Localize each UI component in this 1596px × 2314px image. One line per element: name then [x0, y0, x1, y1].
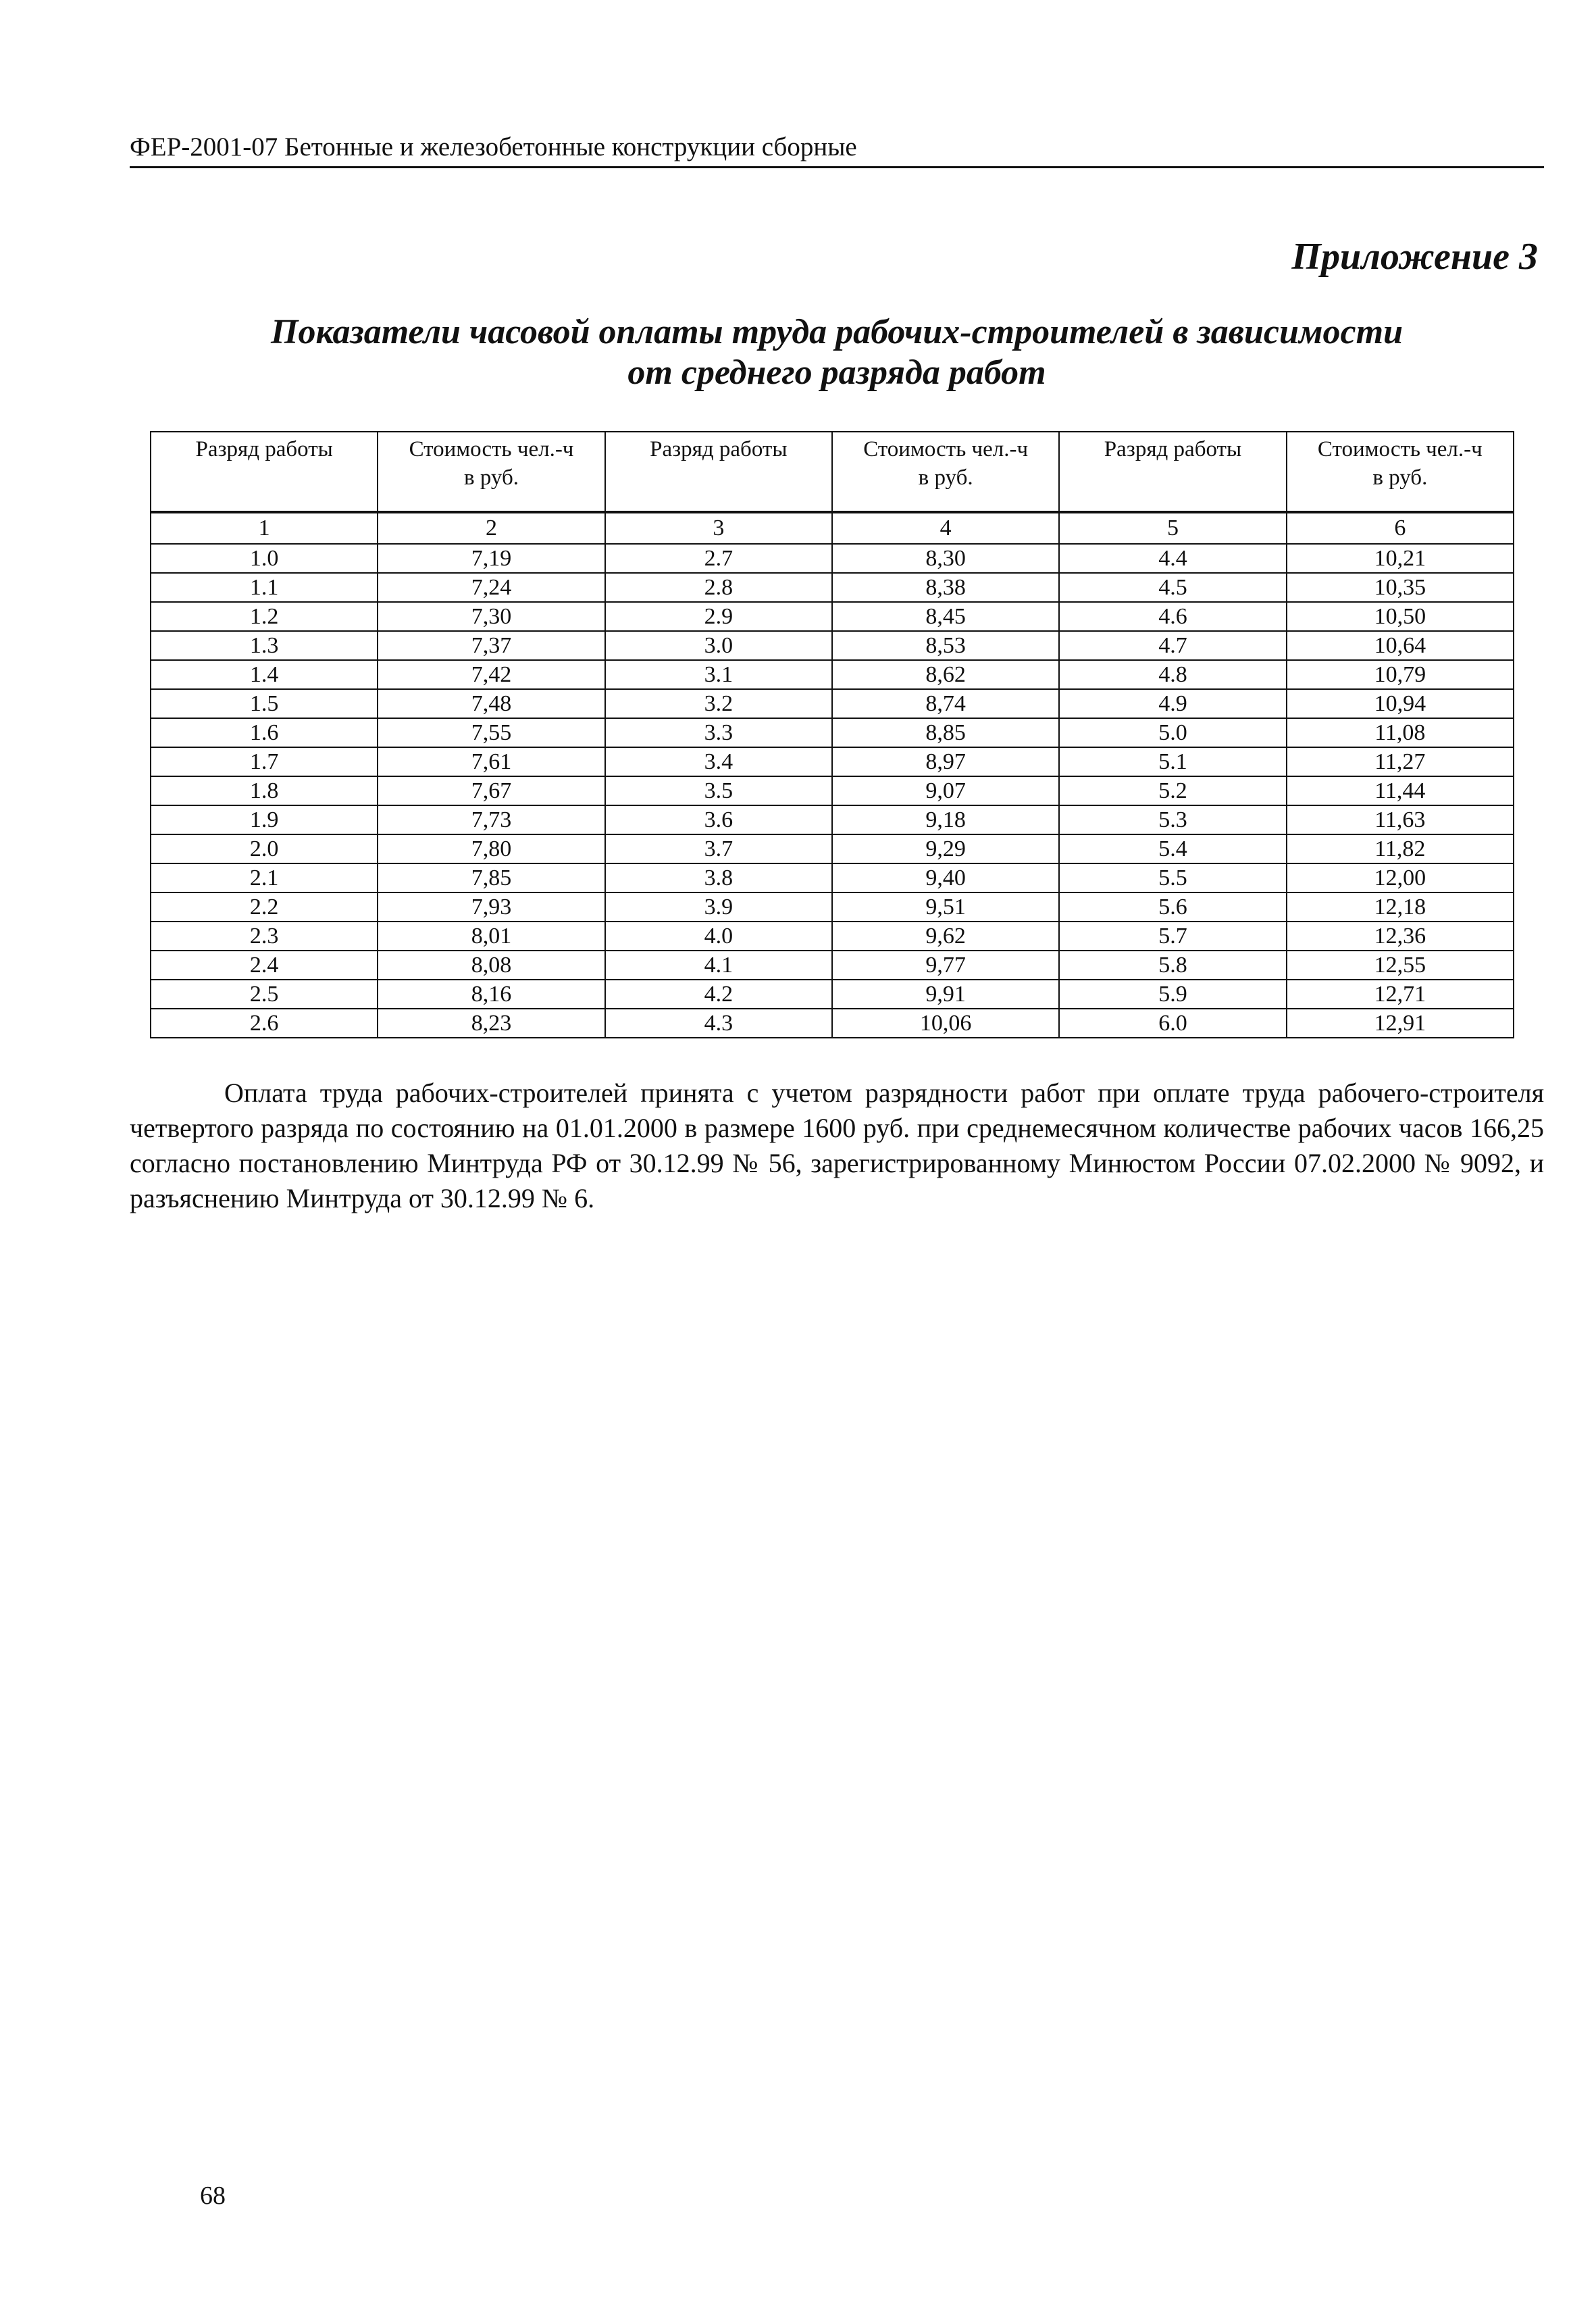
table-row	[151, 660, 1514, 689]
table-cell: 8,74	[832, 689, 1059, 718]
table-row	[151, 951, 1514, 980]
table-cell: 4.6	[1059, 602, 1286, 631]
table-cell: 7,80	[378, 834, 604, 863]
table-cell: 1.2	[151, 602, 378, 631]
title-line-2: от среднего разряда работ	[627, 353, 1046, 392]
note-text: Оплата труда рабочих-строителей принята с учетом разрядности работ при оплате труда рабочего-строителя четвертого разряда по состоянию на 01.01.2000 в размере 1600 руб. при среднемесячном количестве рабочих часов 166,25 согласно постановлению Минтруда РФ от 30.12.99 № 56, зарегистрированному Минюстом России 07.02.2000 № 9092, и разъяснению Минтруда от 30.12.99 № 6.	[130, 1078, 1544, 1213]
table-row	[151, 544, 1514, 573]
table-cell: 12,18	[1287, 892, 1514, 922]
table-cell: 1.5	[151, 689, 378, 718]
table-cell: 4.0	[605, 922, 832, 951]
table-cell: 9,91	[832, 980, 1059, 1009]
table-cell: 5.7	[1059, 922, 1286, 951]
table-cell: 1.9	[151, 805, 378, 834]
table-cell: 9,29	[832, 834, 1059, 863]
table-cell: 5.3	[1059, 805, 1286, 834]
table-body	[151, 512, 1514, 1038]
column-header-line: Стоимость чел.-ч	[863, 437, 1029, 461]
table-cell: 2.8	[605, 573, 832, 602]
table-cell: 3.8	[605, 863, 832, 892]
header-divider	[130, 166, 1544, 168]
table-row	[151, 1009, 1514, 1038]
table-row	[151, 689, 1514, 718]
column-number-cell: 4	[832, 512, 1059, 544]
table-cell: 11,63	[1287, 805, 1514, 834]
running-header: ФЕР-2001-07 Бетонные и железобетонные конструкции сборные	[130, 132, 857, 161]
title-line-1: Показатели часовой оплаты труда рабочих-строителей в зависимости	[271, 313, 1403, 351]
table-cell: 10,64	[1287, 631, 1514, 660]
column-header-line: в руб.	[1372, 466, 1428, 490]
table-cell: 3.7	[605, 834, 832, 863]
table-cell: 1.1	[151, 573, 378, 602]
table-cell: 5.0	[1059, 718, 1286, 747]
table-cell: 11,82	[1287, 834, 1514, 863]
table-cell: 7,48	[378, 689, 604, 718]
column-number-cell: 5	[1059, 512, 1286, 544]
column-header	[1287, 432, 1514, 512]
table-cell: 5.6	[1059, 892, 1286, 922]
table-cell: 3.4	[605, 747, 832, 776]
column-header	[605, 432, 832, 512]
table-row	[151, 980, 1514, 1009]
table-cell: 2.6	[151, 1009, 378, 1038]
table-cell: 8,38	[832, 573, 1059, 602]
table-cell: 8,16	[378, 980, 604, 1009]
table-cell: 8,08	[378, 951, 604, 980]
table-cell: 5.2	[1059, 776, 1286, 805]
table-cell: 2.9	[605, 602, 832, 631]
column-header-line: Стоимость чел.-ч	[409, 437, 574, 461]
table-cell: 8,53	[832, 631, 1059, 660]
table-cell: 8,01	[378, 922, 604, 951]
column-header	[151, 432, 378, 512]
table-cell: 12,55	[1287, 951, 1514, 980]
column-number-cell: 2	[378, 512, 604, 544]
table-cell: 4.7	[1059, 631, 1286, 660]
table-row	[151, 922, 1514, 951]
table-cell: 3.5	[605, 776, 832, 805]
table-cell: 5.4	[1059, 834, 1286, 863]
table-cell: 2.5	[151, 980, 378, 1009]
table-cell: 9,62	[832, 922, 1059, 951]
table-row	[151, 747, 1514, 776]
table-cell: 1.8	[151, 776, 378, 805]
table-cell: 8,97	[832, 747, 1059, 776]
table-row	[151, 863, 1514, 892]
table-cell: 7,37	[378, 631, 604, 660]
table-cell: 3.2	[605, 689, 832, 718]
table-cell: 1.4	[151, 660, 378, 689]
column-header	[1059, 432, 1286, 512]
column-header-line: в руб.	[918, 466, 973, 490]
column-number-cell: 3	[605, 512, 832, 544]
table-cell: 4.5	[1059, 573, 1286, 602]
page-number: 68	[200, 2182, 226, 2210]
table-cell: 1.0	[151, 544, 378, 573]
table-cell: 10,35	[1287, 573, 1514, 602]
table-cell: 8,85	[832, 718, 1059, 747]
table-cell: 9,77	[832, 951, 1059, 980]
table-cell: 10,94	[1287, 689, 1514, 718]
table-cell: 3.6	[605, 805, 832, 834]
table-cell: 3.1	[605, 660, 832, 689]
note-paragraph	[130, 1076, 1544, 1216]
table-cell: 8,30	[832, 544, 1059, 573]
table-cell: 2.3	[151, 922, 378, 951]
table-cell: 10,50	[1287, 602, 1514, 631]
table-cell: 7,73	[378, 805, 604, 834]
table-cell: 5.8	[1059, 951, 1286, 980]
column-number-row	[151, 512, 1514, 544]
table-cell: 2.1	[151, 863, 378, 892]
table-cell: 7,42	[378, 660, 604, 689]
table-cell: 1.6	[151, 718, 378, 747]
column-header	[832, 432, 1059, 512]
table-cell: 9,07	[832, 776, 1059, 805]
column-header-line: в руб.	[463, 466, 519, 490]
table-cell: 4.9	[1059, 689, 1286, 718]
wage-table-container	[150, 431, 1514, 1038]
table-cell: 10,79	[1287, 660, 1514, 689]
table-cell: 5.9	[1059, 980, 1286, 1009]
table-header-row	[151, 432, 1514, 512]
table-cell: 2.7	[605, 544, 832, 573]
table-cell: 12,36	[1287, 922, 1514, 951]
table-cell: 7,93	[378, 892, 604, 922]
table-row	[151, 776, 1514, 805]
table-cell: 7,55	[378, 718, 604, 747]
table-cell: 9,40	[832, 863, 1059, 892]
table-cell: 3.3	[605, 718, 832, 747]
table-row	[151, 834, 1514, 863]
table-row	[151, 892, 1514, 922]
table-cell: 7,67	[378, 776, 604, 805]
table-cell: 8,23	[378, 1009, 604, 1038]
table-cell: 7,19	[378, 544, 604, 573]
table-cell: 12,71	[1287, 980, 1514, 1009]
table-row	[151, 805, 1514, 834]
table-cell: 7,24	[378, 573, 604, 602]
column-number-cell: 1	[151, 512, 378, 544]
column-header-line: Разряд работы	[1104, 437, 1242, 461]
wage-table	[150, 431, 1514, 1038]
table-cell: 12,00	[1287, 863, 1514, 892]
table-cell: 2.2	[151, 892, 378, 922]
table-cell: 5.1	[1059, 747, 1286, 776]
table-row	[151, 573, 1514, 602]
table-row	[151, 602, 1514, 631]
column-header-line: Разряд работы	[650, 437, 788, 461]
table-cell: 8,62	[832, 660, 1059, 689]
column-number-cell: 6	[1287, 512, 1514, 544]
table-cell: 3.9	[605, 892, 832, 922]
column-header-line: Стоимость чел.-ч	[1317, 437, 1483, 461]
table-cell: 8,45	[832, 602, 1059, 631]
table-cell: 9,18	[832, 805, 1059, 834]
table-cell: 11,08	[1287, 718, 1514, 747]
table-cell: 7,30	[378, 602, 604, 631]
column-header	[378, 432, 604, 512]
table-cell: 10,21	[1287, 544, 1514, 573]
appendix-label: Приложение 3	[1291, 236, 1538, 278]
table-cell: 11,44	[1287, 776, 1514, 805]
table-cell: 12,91	[1287, 1009, 1514, 1038]
table-cell: 4.2	[605, 980, 832, 1009]
table-cell: 3.0	[605, 631, 832, 660]
table-cell: 6.0	[1059, 1009, 1286, 1038]
table-cell: 4.4	[1059, 544, 1286, 573]
table-cell: 9,51	[832, 892, 1059, 922]
table-cell: 4.8	[1059, 660, 1286, 689]
table-cell: 4.3	[605, 1009, 832, 1038]
table-cell: 2.4	[151, 951, 378, 980]
page-title	[130, 312, 1544, 393]
column-header-line: Разряд работы	[195, 437, 333, 461]
table-cell: 7,85	[378, 863, 604, 892]
table-cell: 1.7	[151, 747, 378, 776]
table-cell: 4.1	[605, 951, 832, 980]
table-cell: 10,06	[832, 1009, 1059, 1038]
table-cell: 7,61	[378, 747, 604, 776]
table-cell: 11,27	[1287, 747, 1514, 776]
table-cell: 1.3	[151, 631, 378, 660]
table-row	[151, 631, 1514, 660]
table-cell: 2.0	[151, 834, 378, 863]
table-row	[151, 718, 1514, 747]
table-cell: 5.5	[1059, 863, 1286, 892]
